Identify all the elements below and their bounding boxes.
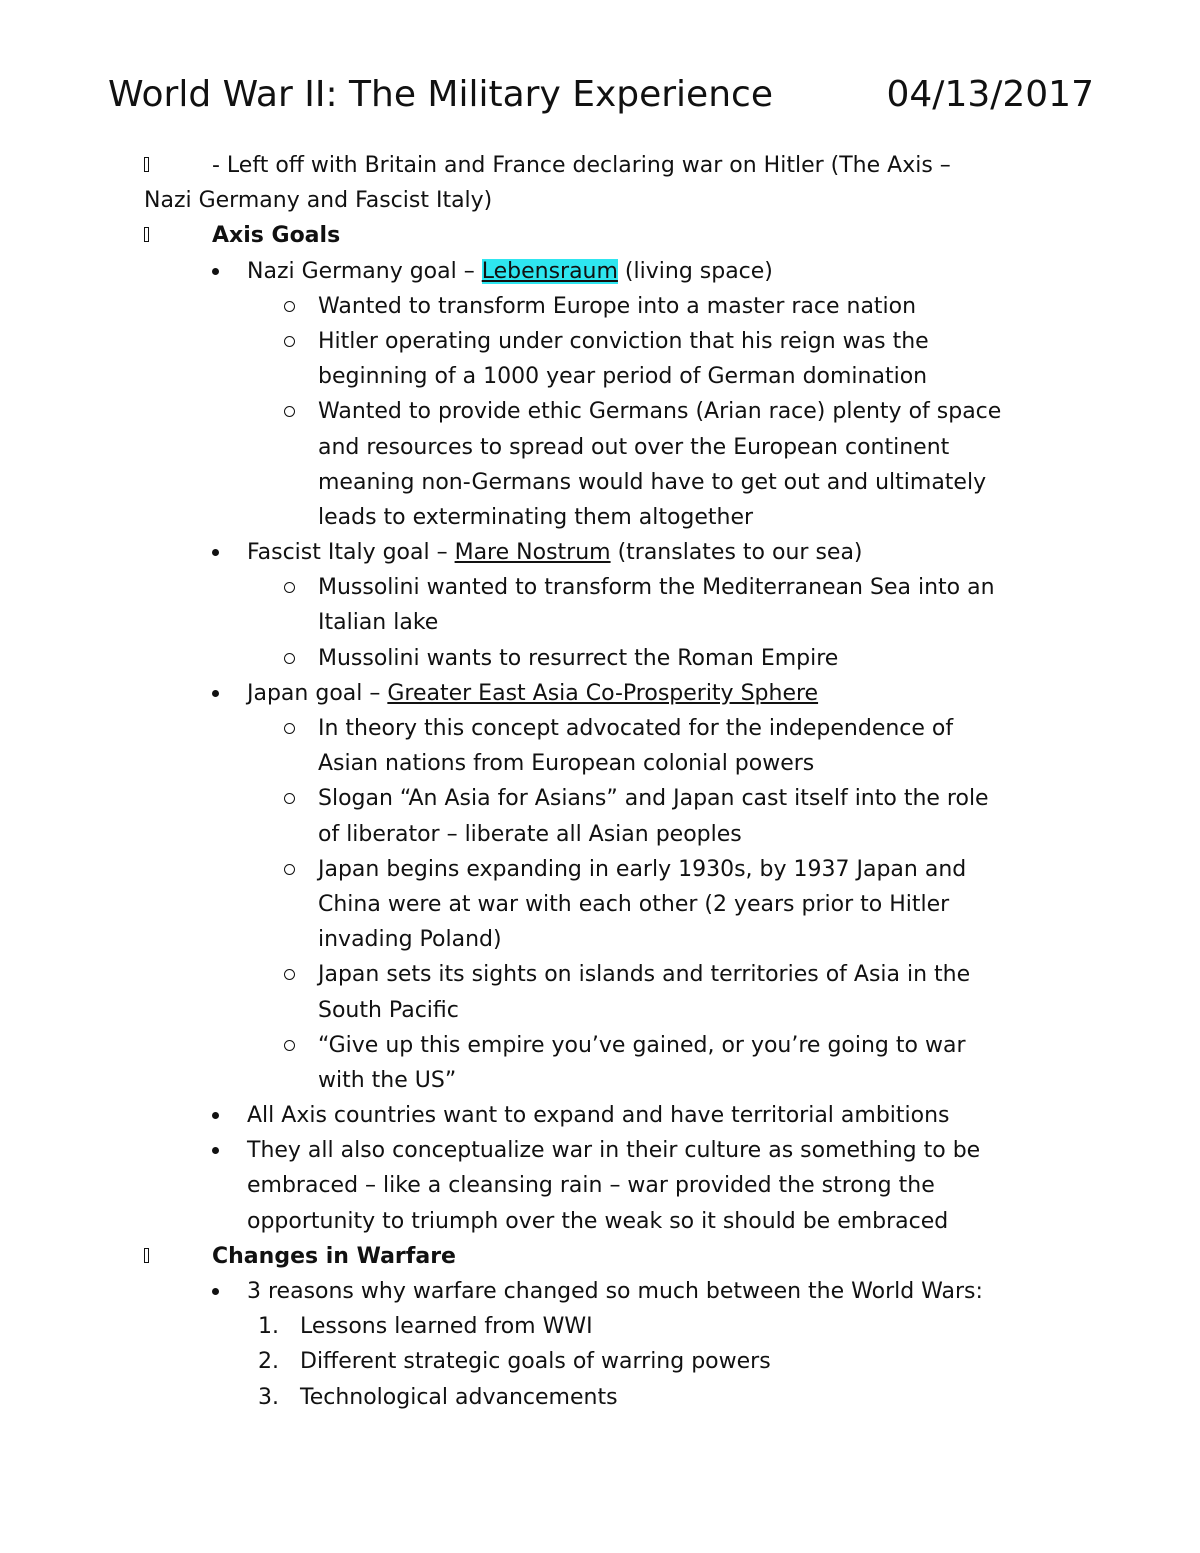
hollow-bullet-icon — [284, 653, 295, 664]
bullet-icon — [212, 268, 219, 275]
sub-bullet-line — [0, 359, 1200, 394]
square-bullet-icon — [144, 157, 149, 172]
bullet-line — [0, 1274, 1200, 1309]
bullet-text: They all also conceptualize war in their culture as something to be — [247, 1138, 981, 1164]
goal-term: Lebensraum — [481, 258, 618, 284]
sub-bullet-line — [0, 1028, 1200, 1063]
sub-bullet-text: Japan sets its sights on islands and territories of Asia in the — [318, 962, 971, 988]
sub-bullet-text: Mussolini wanted to transform the Mediterranean Sea into an — [318, 575, 995, 601]
item-number: 1. — [258, 1314, 279, 1340]
sub-bullet-line — [0, 394, 1200, 429]
numbered-item — [0, 1309, 1200, 1344]
sub-bullet-line — [0, 781, 1200, 816]
sub-bullet-text: Italian lake — [318, 610, 439, 636]
goal-prefix: Japan goal – — [247, 680, 388, 706]
sub-bullet-line — [0, 430, 1200, 465]
sub-bullet-text: Mussolini wants to resurrect the Roman Empire — [318, 645, 839, 671]
section-heading-warfare — [0, 1239, 1200, 1274]
item-text: Lessons learned from WWI — [300, 1314, 593, 1340]
sub-bullet-line — [0, 852, 1200, 887]
sub-bullet-text: China were at war with each other (2 years prior to Hitler — [318, 891, 950, 917]
bullet-text: embraced – like a cleansing rain – war provided the strong the — [247, 1173, 935, 1199]
hollow-bullet-icon — [284, 582, 295, 593]
sub-bullet-line — [0, 922, 1200, 957]
sub-bullet-line — [0, 465, 1200, 500]
goal-suffix: (translates to our sea) — [610, 540, 863, 566]
goal-germany — [0, 254, 1200, 289]
bullet-icon — [212, 549, 219, 556]
bullet-line — [0, 1168, 1200, 1203]
sub-bullet-line — [0, 711, 1200, 746]
bullet-icon — [212, 1147, 219, 1154]
hollow-bullet-icon — [284, 406, 295, 417]
hollow-bullet-icon — [284, 1040, 295, 1051]
sub-bullet-text: of liberator – liberate all Asian peoples — [318, 821, 742, 847]
hollow-bullet-icon — [284, 969, 295, 980]
sub-bullet-line — [0, 605, 1200, 640]
goal-italy-text — [247, 535, 863, 570]
sub-bullet-text: South Pacific — [318, 997, 459, 1023]
sub-bullet-line — [0, 570, 1200, 605]
sub-bullet-line — [0, 746, 1200, 781]
square-bullet-icon — [144, 1248, 149, 1263]
goal-japan-text — [247, 676, 818, 711]
sub-bullet-line — [0, 324, 1200, 359]
bullet-text: All Axis countries want to expand and have territorial ambitions — [247, 1103, 950, 1129]
intro-line — [0, 183, 1200, 218]
sub-bullet-text: meaning non-Germans would have to get out and ultimately — [318, 469, 987, 495]
goal-term: Mare Nostrum — [454, 540, 611, 566]
goal-japan — [0, 676, 1200, 711]
hollow-bullet-icon — [284, 336, 295, 347]
bullet-text: opportunity to triumph over the weak so it should be embraced — [247, 1208, 949, 1234]
sub-bullet-line — [0, 289, 1200, 324]
document-header — [108, 70, 1094, 120]
numbered-item — [0, 1344, 1200, 1379]
item-text: Technological advancements — [300, 1384, 618, 1410]
goal-term: Greater East Asia Co-Prosperity Sphere — [387, 680, 819, 706]
page-title: World War II: The Military Experience — [108, 74, 773, 115]
item-text: Different strategic goals of warring powers — [300, 1349, 771, 1375]
sub-bullet-text: In theory this concept advocated for the independence of — [318, 716, 954, 741]
bullet-line — [0, 1098, 1200, 1133]
intro-text: - Left off with Britain and France declaring war on Hitler (The Axis – — [212, 153, 951, 178]
sub-bullet-text: “Give up this empire you’ve gained, or you’re going to war — [318, 1032, 966, 1058]
numbered-item — [0, 1380, 1200, 1415]
goal-suffix: (living space) — [617, 258, 773, 284]
bullet-icon — [212, 1112, 219, 1119]
bullet-icon — [212, 690, 219, 697]
sub-bullet-line — [0, 993, 1200, 1028]
sub-bullet-text: Asian nations from European colonial powers — [318, 751, 815, 777]
sub-bullet-text: leads to exterminating them altogether — [318, 504, 754, 530]
hollow-bullet-icon — [284, 864, 295, 875]
section-heading: Axis Goals — [212, 223, 341, 249]
sub-bullet-line — [0, 887, 1200, 922]
sub-bullet-line — [0, 817, 1200, 852]
bullet-icon — [212, 1288, 219, 1295]
intro-text: Nazi Germany and Fascist Italy) — [144, 188, 493, 214]
goal-prefix: Fascist Italy goal – — [247, 540, 455, 566]
goal-prefix: Nazi Germany goal – — [247, 258, 482, 284]
item-number: 3. — [258, 1384, 279, 1410]
bullet-line — [0, 1133, 1200, 1168]
hollow-bullet-icon — [284, 301, 295, 312]
sub-bullet-text: Wanted to transform Europe into a master race nation — [318, 293, 917, 319]
bullet-line — [0, 1204, 1200, 1239]
page-date: 04/13/2017 — [886, 74, 1094, 115]
sub-bullet-text: beginning of a 1000 year period of German domination — [318, 364, 928, 390]
hollow-bullet-icon — [284, 793, 295, 804]
sub-bullet-text: Wanted to provide ethic Germans (Arian race) plenty of space — [318, 399, 1002, 425]
square-bullet-icon — [144, 227, 149, 242]
sub-bullet-line — [0, 500, 1200, 535]
sub-bullet-text: invading Poland) — [318, 927, 502, 953]
sub-bullet-line — [0, 1063, 1200, 1098]
sub-bullet-line — [0, 957, 1200, 992]
goal-italy — [0, 535, 1200, 570]
item-number: 2. — [258, 1349, 279, 1375]
sub-bullet-text: Japan begins expanding in early 1930s, by 1937 Japan and — [318, 856, 967, 882]
section-heading: Changes in Warfare — [212, 1243, 456, 1269]
sub-bullet-line — [0, 641, 1200, 676]
hollow-bullet-icon — [284, 723, 295, 734]
sub-bullet-text: with the US” — [318, 1067, 457, 1093]
intro-line — [0, 148, 1200, 183]
sub-bullet-text: Slogan “An Asia for Asians” and Japan cast itself into the role — [318, 786, 989, 812]
bullet-text: 3 reasons why warfare changed so much between the World Wars: — [247, 1279, 983, 1304]
sub-bullet-text: Hitler operating under conviction that his reign was the — [318, 328, 929, 354]
notes-body — [0, 148, 1200, 1415]
goal-germany-text — [247, 254, 773, 289]
sub-bullet-text: and resources to spread out over the European continent — [318, 434, 950, 460]
section-heading-axis — [0, 218, 1200, 253]
